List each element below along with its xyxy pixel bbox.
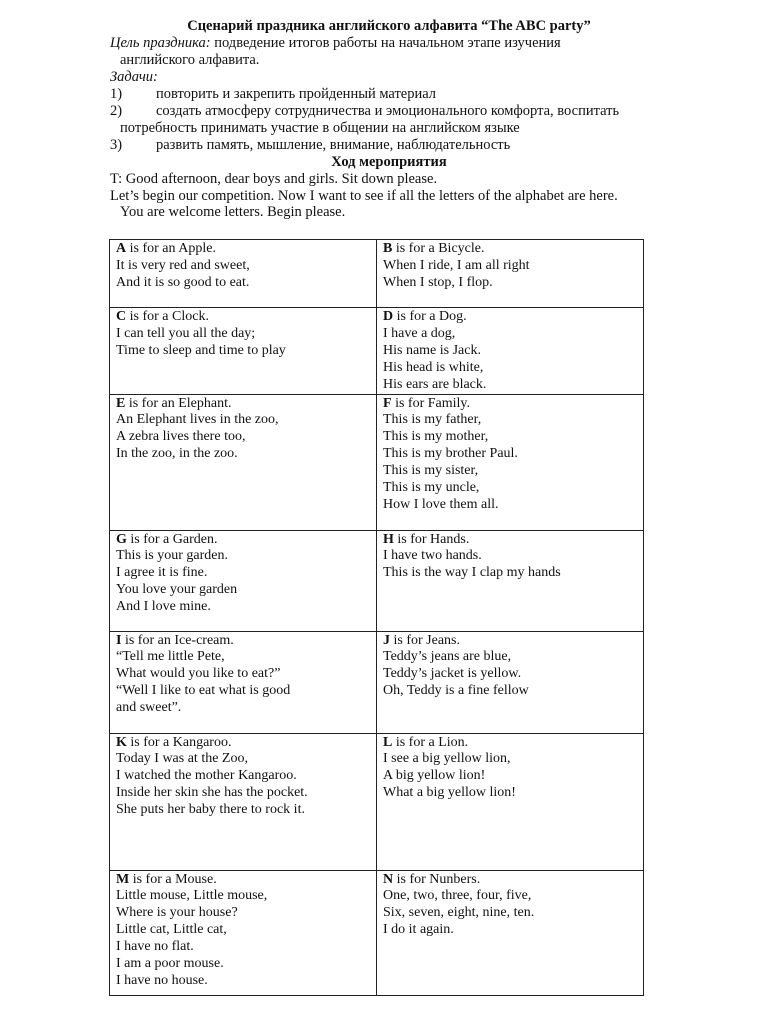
letter-cell [110,631,377,733]
letter-cell [377,530,644,631]
alphabet-letter: D [383,309,394,324]
letter-heading-line [116,735,370,752]
goal-paragraph [110,35,668,52]
goal-text: подведение итогов работы на начальном этапе изучения [210,35,561,51]
letter-caption: is for a Lion. [392,734,469,750]
task-number: 2) [110,103,123,119]
letter-cell [377,631,644,733]
verse-line: I have a dog, [383,325,456,341]
alphabet-letter: C [116,309,127,324]
verse-line: When I stop, I flop. [383,274,493,290]
letter-cell [110,870,377,995]
verse-line: One, two, three, four, five, [383,888,532,904]
task-text-continued: потребность принимать участие в общении на английском языке [120,120,520,136]
letter-heading-line [116,396,370,413]
verse-line: An Elephant lives in the zoo, [116,412,279,428]
verse-line: How I love them all. [383,496,499,512]
verse-line: I have no house. [116,972,208,988]
verse-line: Where is your house? [116,905,238,921]
letter-caption: is for a Dog. [393,309,467,324]
verse-line: This is my uncle, [383,480,480,496]
alphabet-letter: F [383,395,392,411]
verse-line: A zebra lives there too, [116,429,246,445]
task-number: 3) [110,137,123,153]
letter-caption: is for a Bicycle. [392,241,485,256]
letter-cell [110,733,377,870]
letter-heading-line [383,872,637,889]
letter-heading-line [383,735,637,752]
letter-heading-line [116,532,370,549]
verse-line: You love your garden [116,582,238,598]
verse-line: In the zoo, in the zoo. [116,446,238,462]
letter-cell [377,240,644,308]
letter-heading-line [383,309,637,326]
verse-line: Today I was at the Zoo, [116,751,248,767]
verse-line: It is very red and sweet, [116,257,250,273]
verse-line: Little mouse, Little mouse, [116,888,268,904]
letter-caption: is for a Garden. [126,531,218,547]
letter-heading-line [116,872,370,889]
table-row [110,733,644,870]
intro-line: You are welcome letters. Begin please. [120,204,346,220]
verse-line: I agree it is fine. [116,565,208,581]
letter-caption: is for Family. [391,395,470,411]
verse-line: I can tell you all the day; [116,325,256,341]
alphabet-letter: N [383,871,394,887]
task-item [110,103,668,120]
verse-line: This is my brother Paul. [383,446,518,462]
verse-line: This is my mother, [383,429,489,445]
goal-text-continued: английского алфавита. [120,52,260,68]
verse-line: This is your garden. [116,548,228,564]
letter-caption: is for an Apple. [126,241,216,256]
verse-line: This is my father, [383,412,482,428]
verse-line: What would you like to eat?” [116,666,281,682]
table-row [110,240,644,308]
verse-line: And I love mine. [116,599,211,615]
verse-line: “Well I like to eat what is good [116,683,291,699]
verse-line: I do it again. [383,922,454,938]
alphabet-letter: J [383,632,390,648]
verse-line: She puts her baby there to rock it. [116,802,305,818]
alphabet-letter: M [116,871,130,887]
letter-caption: is for Nunbers. [393,871,481,887]
letter-caption: is for an Elephant. [125,395,232,411]
letter-heading-line [383,532,637,549]
letter-cell [377,394,644,530]
goal-label: Цель праздника: [110,35,211,51]
verse-line: I have two hands. [383,548,482,564]
tasks-label: Задачи: [110,69,158,85]
task-text: создать атмосферу сотрудничества и эмоционального комфорта, воспитать [156,103,620,119]
intro-line: T: Good afternoon, dear boys and girls. Sit down please. [110,171,438,187]
verse-line: I have no flat. [116,939,194,955]
table-row [110,530,644,631]
document-page [110,18,668,221]
letter-cell [110,394,377,530]
table-row [110,308,644,395]
verse-line: Teddy’s jacket is yellow. [383,666,522,682]
verse-line: and sweet”. [116,700,182,716]
letter-cell [377,733,644,870]
verse-line: When I ride, I am all right [383,257,530,273]
letter-heading-line [383,241,637,258]
letter-cell [110,308,377,395]
alphabet-letter: A [116,241,127,256]
letter-heading-line [383,633,637,650]
alphabet-letter: L [383,734,393,750]
alphabet-table [109,239,644,996]
verse-line: Teddy’s jeans are blue, [383,649,512,665]
letter-caption: is for Hands. [393,531,470,547]
verse-line: His name is Jack. [383,342,481,358]
letter-caption: is for a Kangaroo. [126,734,232,750]
alphabet-letter: E [116,395,126,411]
verse-line: This is my sister, [383,463,479,479]
task-text: повторить и закрепить пройденный материал [156,86,437,102]
alphabet-letter: B [383,241,393,256]
verse-line: I am a poor mouse. [116,956,224,972]
table-row [110,870,644,995]
alphabet-letter: H [383,531,394,547]
task-text: развить память, мышление, внимание, наблюдательность [156,137,511,153]
letter-heading-line [383,396,637,413]
letter-cell [377,870,644,995]
verse-line: This is the way I clap my hands [383,565,561,581]
verse-line: What a big yellow lion! [383,785,516,801]
letter-heading-line [116,241,370,258]
verse-line: A big yellow lion! [383,768,486,784]
alphabet-letter: I [116,632,122,648]
verse-line: Time to sleep and time to play [116,342,286,358]
task-item [110,137,668,154]
letter-caption: is for Jeans. [390,632,460,648]
verse-line: Inside her skin she has the pocket. [116,785,308,801]
verse-line: Oh, Teddy is a fine fellow [383,683,529,699]
alphabet-letter: G [116,531,127,547]
verse-line: Six, seven, eight, nine, ten. [383,905,535,921]
letter-heading-line [116,633,370,650]
document-title: Сценарий праздника английского алфавита “The ABC party” [187,18,591,34]
verse-line: Little cat, Little cat, [116,922,227,938]
verse-line: I see a big yellow lion, [383,751,511,767]
letter-caption: is for a Clock. [126,309,209,324]
letter-cell [110,530,377,631]
verse-line: “Tell me little Pete, [116,649,225,665]
verse-line: And it is so good to eat. [116,274,250,290]
letter-cell [377,308,644,395]
table-row [110,631,644,733]
table-row [110,394,644,530]
intro-line: Let’s begin our competition. Now I want to see if all the letters of the alphabet are here. [110,187,618,204]
letter-caption: is for an Ice-cream. [121,632,234,648]
letter-cell [110,240,377,308]
task-number: 1) [110,86,123,102]
verse-line: His head is white, [383,359,484,375]
letter-caption: is for a Mouse. [129,871,217,887]
task-item [110,86,668,103]
verse-line: I watched the mother Kangaroo. [116,768,297,784]
letter-heading-line [116,309,370,326]
alphabet-letter: K [116,734,127,750]
verse-line: His ears are black. [383,376,487,392]
section-heading: Ход мероприятия [331,154,447,170]
